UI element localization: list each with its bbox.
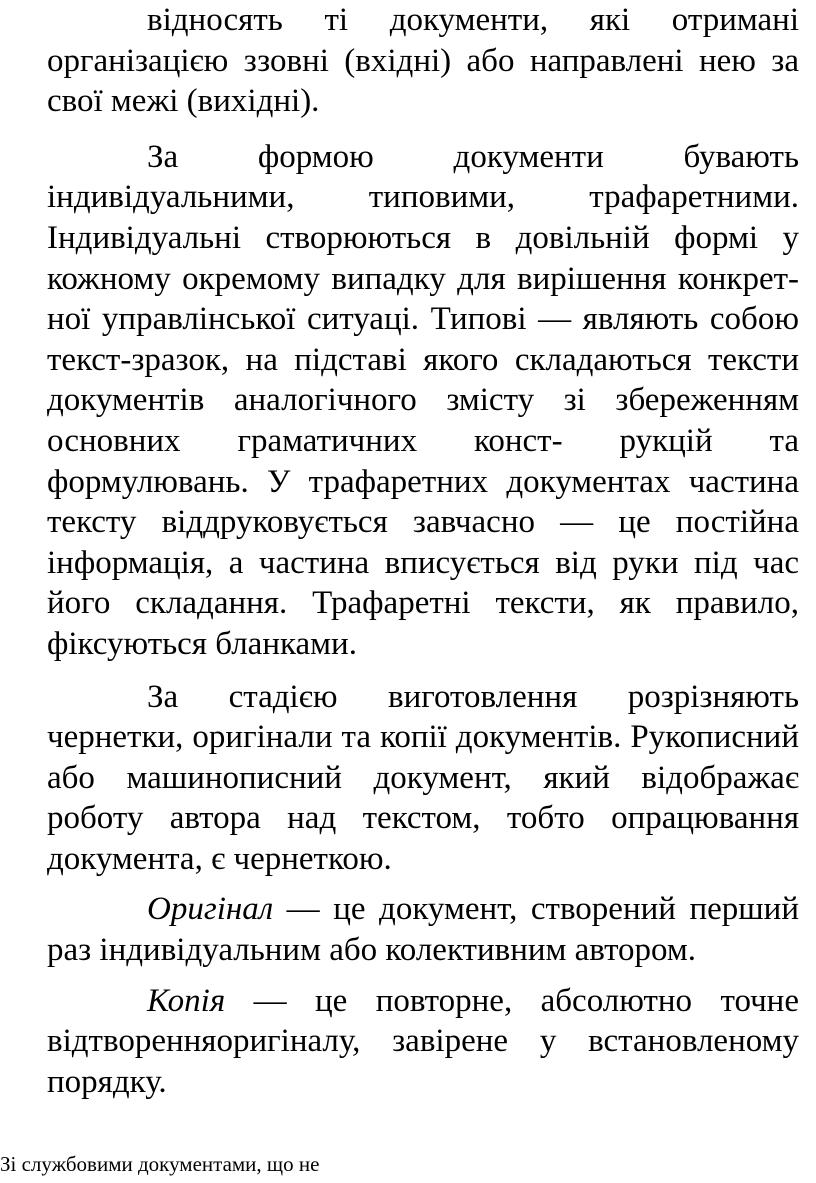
paragraph-copy-definition [47,981,799,1103]
definition-text: — це документ, створений перший раз індивідуальним або колективним автором. [47,891,799,969]
paragraph-by-stage [47,677,799,880]
footer-text-fragment: Зі службовими документами, що не [0,1152,320,1176]
paragraph-by-form [47,137,799,665]
term-copy: Копія [147,982,226,1019]
document-page [47,0,799,1102]
paragraph-original-definition [47,889,799,970]
term-original: Оригінал [147,891,274,928]
definition-text: — це повторне, абсолютно точне відтворенняоригіналу, завірене у встановленому порядку. [47,982,799,1100]
paragraph-text: відносять ті документи, які отримані організацією ззовні (вхідні) або направлені нею за свої межі (вихідні). [47,2,799,120]
paragraph-text: За стадією виготовлення розрізняють чернетки, оригінали та копії документів. Рукописний або машинописний документ, який відображає роботу автора над текстом, тобто опрацювання документа, є чернеткою. [47,678,799,877]
paragraph-text: За формою документи бувають індивідуальними, типовими, трафаретними. Індивідуальні створюються в довільній формі у кожному окремому випадку для вирішення конкрет- ної управлінської ситуаці. Типові — являють собою текст-зразок, на підставі якого складаються тексти документів аналогічного змісту зі збереженням основних граматичних конст- рукцій та формулювань. У трафаретних документах частина тексту віддруковується завчасно — це постійна інформація, а частина вписується від руки під час його складання. Трафаретні тексти, як правило, фіксуються бланками. [47,138,799,662]
paragraph-incoming-outgoing [47,0,799,122]
